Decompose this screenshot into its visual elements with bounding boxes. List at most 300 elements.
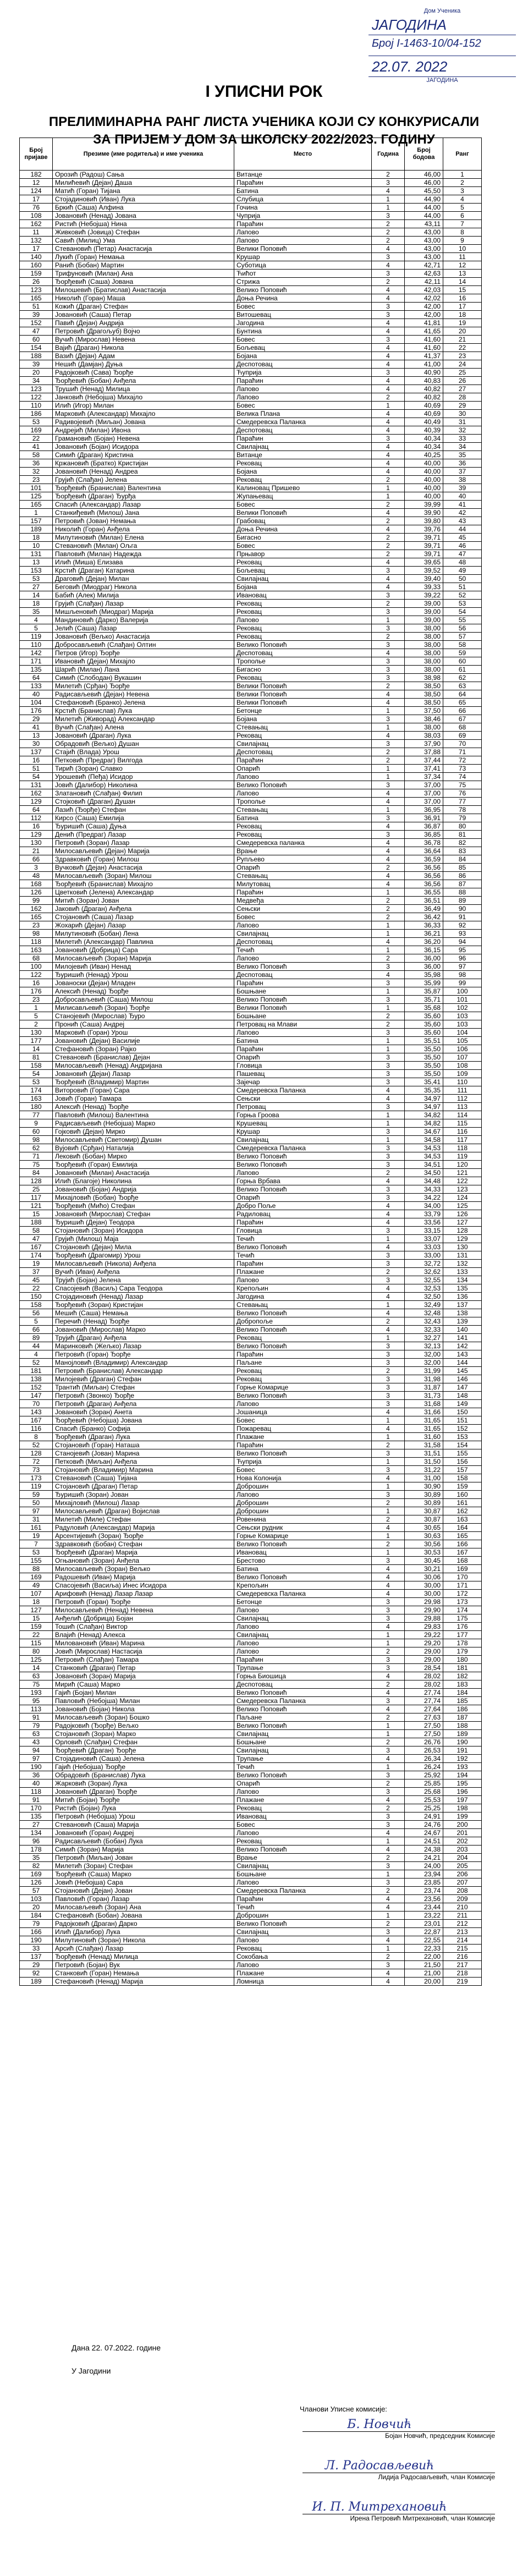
cell-rank: 22 [443,344,482,352]
cell-student-name: Ђорђевић (Горан) Емилија [53,1161,234,1169]
cell-points: 43,00 [405,253,443,261]
cell-application-number: 25 [20,1185,53,1194]
table-row [20,1507,482,1515]
cell-rank: 140 [443,1326,482,1334]
table-row [20,1895,482,1903]
cell-year: 4 [372,344,405,352]
cell-points: 42,03 [405,286,443,294]
cell-place: Рековац [234,674,372,682]
cell-application-number: 103 [20,1895,53,1903]
cell-application-number: 30 [20,740,53,748]
cell-place: Медвеђа [234,897,372,905]
cell-points: 35,50 [405,1053,443,1062]
cell-rank: 110 [443,1078,482,1086]
cell-application-number: 112 [20,814,53,822]
cell-student-name: Лукић (Горан) Немања [53,253,234,261]
cell-rank: 180 [443,1656,482,1664]
table-row [20,1672,482,1680]
cell-place: Лапово [234,1647,372,1656]
cell-rank: 208 [443,1887,482,1895]
cell-application-number: 176 [20,987,53,996]
cell-place: Смедеревска Паланка [234,1144,372,1152]
cell-place: Сењски [234,905,372,913]
cell-rank: 104 [443,1029,482,1037]
cell-year: 4 [372,732,405,740]
cell-rank: 134 [443,1276,482,1284]
cell-application-number: 123 [20,385,53,393]
cell-points: 35,50 [405,1062,443,1070]
cell-year: 1 [372,1548,405,1557]
cell-points: 44,00 [405,212,443,220]
cell-application-number: 126 [20,1879,53,1887]
cell-place: Батина [234,187,372,195]
cell-points: 40,25 [405,451,443,459]
cell-rank: 54 [443,608,482,616]
cell-place: Велики Поповић [234,699,372,707]
header-points: Број бодова [405,138,443,171]
cell-points: 37,88 [405,748,443,756]
table-row [20,270,482,278]
table-row [20,888,482,897]
cell-place: Рековац [234,624,372,633]
table-row [20,1862,482,1870]
cell-rank: 52 [443,591,482,600]
cell-points: 26,34 [405,1755,443,1763]
cell-student-name: Милутиновић (Бобан) Лена [53,930,234,938]
cell-application-number: 54 [20,1070,53,1078]
cell-place: Лапово [234,1829,372,1837]
cell-place: Лапово [234,1961,372,1969]
cell-rank: 187 [443,1713,482,1722]
cell-student-name: Жохарић (Дејан) Лазар [53,921,234,930]
cell-year: 4 [372,1284,405,1293]
cell-year: 2 [372,1268,405,1276]
cell-year: 3 [372,1152,405,1161]
cell-place: Велики Поповић [234,509,372,517]
cell-application-number: 73 [20,1466,53,1474]
cell-place: Течић [234,1235,372,1243]
cell-student-name: Јовић (Далибор) Николина [53,781,234,789]
cell-year: 4 [372,1309,405,1317]
cell-place: Свилајнац [234,1928,372,1936]
cell-student-name: Милетић (Зоран) Стефан [53,1862,234,1870]
ranking-table [19,138,482,1986]
cell-points: 39,99 [405,501,443,509]
table-row [20,740,482,748]
cell-application-number: 113 [20,1705,53,1713]
cell-year: 3 [372,1128,405,1136]
cell-place: Бошњане [234,1870,372,1879]
cell-place: Стрижа [234,278,372,286]
cell-application-number: 161 [20,1524,53,1532]
cell-application-number: 167 [20,1243,53,1251]
cell-year: 2 [372,501,405,509]
cell-year: 4 [372,1590,405,1598]
cell-points: 31,98 [405,1375,443,1383]
cell-student-name: Илић (Далибор) Лука [53,1928,234,1936]
cell-place: Витанце [234,171,372,179]
cell-application-number: 165 [20,501,53,509]
table-row [20,187,482,195]
cell-year: 1 [372,1639,405,1647]
cell-application-number: 130 [20,839,53,847]
cell-points: 34,00 [405,1202,443,1210]
cell-year: 4 [372,451,405,459]
cell-place: Велико Поповић [234,1540,372,1548]
cell-year: 4 [372,1829,405,1837]
cell-student-name: Милојевић (Драган) Стефан [53,1375,234,1383]
cell-rank: 162 [443,1507,482,1515]
cell-place: Стевањац [234,872,372,880]
cell-points: 43,00 [405,228,443,237]
cell-application-number: 44 [20,1342,53,1350]
cell-points: 38,03 [405,732,443,740]
table-row [20,451,482,459]
cell-year: 4 [372,1672,405,1680]
cell-place: Лапово [234,954,372,963]
cell-year: 1 [372,888,405,897]
cell-year: 4 [372,798,405,806]
table-row [20,1268,482,1276]
cell-rank: 113 [443,1103,482,1111]
cell-rank: 186 [443,1705,482,1713]
cell-rank: 58 [443,641,482,649]
cell-year: 4 [372,1524,405,1532]
cell-place: Велико Поповић [234,1573,372,1581]
cell-application-number: 17 [20,245,53,253]
cell-student-name: Јовановић (Горан) Андреј [53,1829,234,1837]
cell-year: 1 [372,921,405,930]
cell-points: 36,20 [405,938,443,946]
cell-points: 38,00 [405,641,443,649]
cell-points: 22,55 [405,1936,443,1945]
cell-student-name: Милетић (Живорад) Александар [53,715,234,723]
cell-rank: 48 [443,558,482,567]
cell-place: Прњавор [234,550,372,558]
cell-application-number: 137 [20,748,53,756]
cell-place: Параћин [234,1441,372,1449]
table-row [20,987,482,996]
cell-application-number: 174 [20,1086,53,1095]
table-row [20,1945,482,1953]
cell-application-number: 95 [20,1697,53,1705]
cell-place: Рековац [234,459,372,468]
cell-points: 30,00 [405,1590,443,1598]
cell-student-name: Милосављевић (Зоран) Ана [53,1903,234,1912]
cell-application-number: 5 [20,624,53,633]
cell-place: Велико Поповић [234,1152,372,1161]
table-row [20,1812,482,1821]
cell-student-name: Радуловић (Александар) Марија [53,1524,234,1532]
cell-place: Велико Поповић [234,1309,372,1317]
table-row [20,864,482,872]
cell-points: 32,27 [405,1334,443,1342]
cell-application-number: 40 [20,1779,53,1788]
cell-year: 2 [372,756,405,765]
cell-application-number: 119 [20,1482,53,1491]
cell-rank: 173 [443,1598,482,1606]
cell-rank: 94 [443,938,482,946]
table-row [20,748,482,756]
table-row [20,723,482,732]
cell-place: Велико Поповић [234,1449,372,1458]
cell-points: 34,58 [405,1136,443,1144]
table-row [20,666,482,674]
cell-year: 2 [372,278,405,286]
cell-year: 4 [372,1895,405,1903]
cell-place: Параћин [234,1350,372,1359]
cell-rank: 98 [443,971,482,979]
cell-student-name: Јовић (Небојша) Сара [53,1879,234,1887]
cell-student-name: Петровић (Горан) Ђорђе [53,1350,234,1359]
table-row [20,1020,482,1029]
cell-student-name: Стевановић (Саша) Марија [53,1821,234,1829]
cell-points: 39,00 [405,600,443,608]
cell-points: 27,64 [405,1705,443,1713]
cell-points: 22,87 [405,1928,443,1936]
cell-year: 3 [372,781,405,789]
table-row [20,1260,482,1268]
cell-rank: 99 [443,979,482,987]
cell-rank: 198 [443,1804,482,1812]
cell-rank: 175 [443,1614,482,1623]
cell-points: 40,82 [405,385,443,393]
cell-student-name: Ђорђевић (Саша) Јована [53,278,234,286]
cell-student-name: Милојевић (Иван) Ненад [53,963,234,971]
table-row [20,542,482,550]
cell-year: 2 [372,1499,405,1507]
cell-points: 31,58 [405,1441,443,1449]
cell-student-name: Кожић (Драган) Стефан [53,303,234,311]
signature-block-member2 [264,2500,495,2522]
cell-points: 31,68 [405,1400,443,1408]
table-row [20,1870,482,1879]
cell-application-number: 16 [20,979,53,987]
cell-student-name: Влајић (Ненад) Алекса [53,1631,234,1639]
cell-application-number: 2 [20,1020,53,1029]
table-row [20,930,482,938]
cell-year: 4 [372,459,405,468]
table-row [20,781,482,789]
cell-year: 3 [372,1276,405,1284]
cell-rank: 216 [443,1953,482,1961]
table-row [20,1053,482,1062]
cell-points: 32,13 [405,1342,443,1350]
cell-year: 4 [372,575,405,583]
cell-application-number: 122 [20,971,53,979]
table-row [20,1309,482,1317]
cell-student-name: Николић (Горан) Маша [53,294,234,303]
cell-rank: 123 [443,1185,482,1194]
cell-application-number: 147 [20,1392,53,1400]
cell-student-name: Ранић (Бобан) Мартин [53,261,234,270]
cell-student-name: Радисављевић (Дејан) Невена [53,690,234,699]
cell-application-number: 29 [20,1961,53,1969]
cell-application-number: 129 [20,831,53,839]
cell-application-number: 92 [20,1969,53,1978]
cell-points: 34,82 [405,1119,443,1128]
table-row [20,550,482,558]
cell-student-name: Милосављевић (Дејан) Марија [53,847,234,855]
cell-rank: 203 [443,1846,482,1854]
cell-year: 2 [372,913,405,921]
cell-application-number: 49 [20,1581,53,1590]
cell-application-number: 23 [20,921,53,930]
cell-year: 1 [372,402,405,410]
cell-year: 1 [372,1912,405,1920]
cell-year: 2 [372,1540,405,1548]
cell-rank: 126 [443,1210,482,1218]
cell-student-name: Милосављевић (Ненад) Невена [53,1606,234,1614]
cell-application-number: 15 [20,1614,53,1623]
cell-year: 4 [372,377,405,385]
cell-place: Паљане [234,1359,372,1367]
cell-place: Милутовац [234,880,372,888]
cell-rank: 114 [443,1111,482,1119]
cell-rank: 82 [443,839,482,847]
cell-points: 30,21 [405,1565,443,1573]
cell-application-number: 126 [20,888,53,897]
cell-application-number: 121 [20,1202,53,1210]
cell-application-number: 115 [20,1639,53,1647]
table-row [20,1730,482,1738]
cell-points: 31,73 [405,1392,443,1400]
cell-rank: 34 [443,443,482,451]
cell-place: Доброшин [234,1482,372,1491]
table-row [20,567,482,575]
cell-points: 40,49 [405,418,443,426]
table-row [20,1482,482,1491]
table-row [20,905,482,913]
cell-student-name: Јовановић (Бојан) Исидора [53,443,234,451]
cell-student-name: Трантић (Миљан) Стефан [53,1383,234,1392]
cell-application-number: 64 [20,674,53,682]
cell-year: 3 [372,979,405,987]
cell-year: 3 [372,1260,405,1268]
cell-rank: 37 [443,468,482,476]
table-row [20,1194,482,1202]
cell-points: 31,65 [405,1425,443,1433]
cell-points: 32,62 [405,1268,443,1276]
cell-student-name: Андрејић (Милан) Ивона [53,426,234,435]
cell-points: 38,00 [405,633,443,641]
cell-place: Рековац [234,732,372,740]
cell-place: Деспотовац [234,649,372,657]
cell-place: Течић [234,1903,372,1912]
cell-points: 36,95 [405,806,443,814]
cell-year: 3 [372,674,405,682]
cell-rank: 147 [443,1383,482,1392]
cell-student-name: Добросављевић (Слађан) Олтин [53,641,234,649]
table-row [20,608,482,616]
cell-points: 31,51 [405,1449,443,1458]
cell-place: Крушар [234,253,372,261]
cell-year: 2 [372,1012,405,1020]
cell-application-number: 37 [20,1268,53,1276]
cell-student-name: Павловић (Милош) Валентина [53,1111,234,1119]
cell-student-name: Анђелић (Добрица) Бојан [53,1614,234,1623]
cell-student-name: Стојановић (Владимир) Марина [53,1466,234,1474]
cell-student-name: Петковић (Миљан) Анђела [53,1458,234,1466]
cell-points: 32,00 [405,1350,443,1359]
cell-place: Велико Поповић [234,781,372,789]
cell-application-number: 80 [20,1647,53,1656]
cell-student-name: Ђуришић (Саша) Дуња [53,822,234,831]
table-row [20,468,482,476]
cell-student-name: Маринковић (Жељко) Лазар [53,1342,234,1350]
cell-place: Параћин [234,377,372,385]
table-row [20,1664,482,1672]
cell-place: Трупање [234,1755,372,1763]
table-row [20,1713,482,1722]
cell-application-number: 63 [20,1730,53,1738]
cell-rank: 32 [443,426,482,435]
cell-rank: 219 [443,1978,482,1986]
cell-place: Параћин [234,435,372,443]
cell-rank: 137 [443,1301,482,1309]
cell-application-number: 171 [20,657,53,666]
cell-points: 38,00 [405,649,443,657]
cell-points: 37,00 [405,781,443,789]
cell-application-number: 53 [20,1548,53,1557]
cell-rank: 20 [443,327,482,336]
cell-rank: 130 [443,1243,482,1251]
cell-rank: 59 [443,649,482,657]
cell-student-name: Стојадиновић (Саша) Јелена [53,1755,234,1763]
cell-points: 30,53 [405,1548,443,1557]
cell-application-number: 133 [20,682,53,690]
cell-place: Лапово [234,1788,372,1796]
cell-application-number: 77 [20,1111,53,1119]
cell-application-number: 165 [20,913,53,921]
cell-points: 29,83 [405,1623,443,1631]
cell-year: 3 [372,657,405,666]
cell-rank: 6 [443,212,482,220]
cell-place: Лапово [234,393,372,402]
cell-place: Ивановац [234,1548,372,1557]
cell-place: Свилајнац [234,1614,372,1623]
cell-points: 23,44 [405,1903,443,1912]
cell-rank: 95 [443,946,482,954]
cell-rank: 210 [443,1903,482,1912]
cell-year: 2 [372,682,405,690]
cell-year: 1 [372,1136,405,1144]
cell-application-number: 184 [20,1912,53,1920]
cell-rank: 163 [443,1515,482,1524]
cell-application-number: 45 [20,1276,53,1284]
cell-rank: 57 [443,633,482,641]
cell-application-number: 35 [20,608,53,616]
signature-member1: Л. Радосављевић [324,2459,435,2473]
cell-student-name: Трујић (Драган) Анђела [53,1334,234,1342]
table-row [20,699,482,707]
cell-place: Деспотовац [234,1680,372,1689]
cell-year: 2 [372,1441,405,1449]
cell-year: 4 [372,468,405,476]
cell-year: 1 [372,195,405,204]
cell-points: 31,60 [405,1433,443,1441]
document-subtitle-line1: ПРЕЛИМИНАРНА РАНГ ЛИСТА УЧЕНИКА КОЈИ СУ КОНКУРИСАЛИ [48,114,480,129]
cell-application-number: 26 [20,278,53,286]
table-row [20,1095,482,1103]
table-row [20,501,482,509]
cell-place: Бошњане [234,1738,372,1746]
cell-student-name: Арифовић (Ненад) Лазар Лазар [53,1590,234,1598]
cell-points: 46,00 [405,171,443,179]
cell-place: Витанце [234,451,372,459]
cell-year: 1 [372,1037,405,1045]
cell-year: 3 [372,1879,405,1887]
